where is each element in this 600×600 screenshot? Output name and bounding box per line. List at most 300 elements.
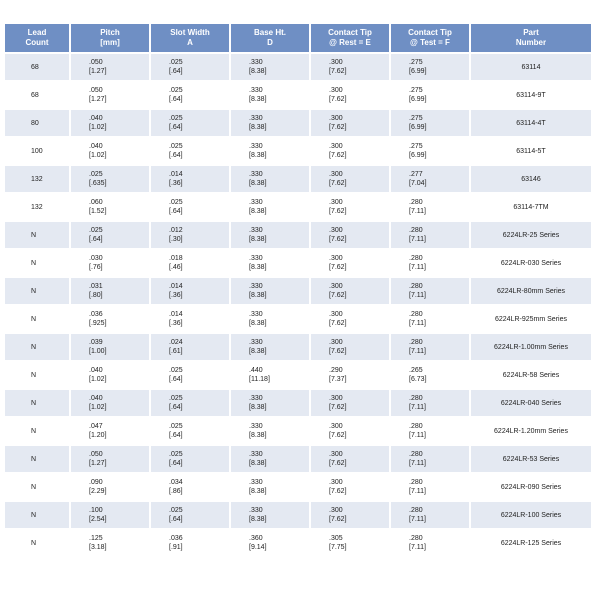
cell-pitch-mm: [.925]: [89, 320, 107, 327]
cell-contact-tip-test-mm: [7.11]: [409, 544, 426, 551]
cell-base-height-inch: .330: [249, 59, 263, 66]
cell-pitch-inch: .090: [89, 479, 103, 486]
cell-slot-width-inch: .014: [169, 283, 183, 290]
cell-contact-tip-rest-inch: .305: [329, 535, 343, 542]
cell-pitch: [71, 334, 149, 360]
cell-pitch: [71, 138, 149, 164]
cell-base-height-mm: [8.38]: [249, 96, 267, 103]
cell-contact-tip-rest-mm: [7.75]: [329, 544, 347, 551]
cell-contact-tip-rest: [311, 194, 389, 220]
cell-contact-tip-test: [391, 110, 469, 136]
table-row: [5, 334, 591, 360]
cell-part-number: 63114-9T: [471, 82, 591, 108]
cell-contact-tip-test-inch: .280: [409, 227, 423, 234]
cell-part-number: 6224LR-125 Series: [471, 530, 591, 556]
cell-slot-width-mm: [.64]: [169, 96, 183, 103]
cell-pitch-inch: .040: [89, 143, 103, 150]
cell-contact-tip-test-mm: [7.11]: [409, 460, 426, 467]
cell-contact-tip-test: [391, 222, 469, 248]
cell-contact-tip-test-inch: .280: [409, 395, 423, 402]
cell-lead-count: N: [5, 446, 69, 472]
cell-slot-width-inch: .012: [169, 227, 183, 234]
cell-lead-count: 68: [5, 54, 69, 80]
cell-contact-tip-test-inch: .280: [409, 311, 423, 318]
cell-base-height: [231, 250, 309, 276]
cell-contact-tip-test-inch: .275: [409, 87, 423, 94]
cell-slot-width-mm: [.64]: [169, 124, 183, 131]
cell-contact-tip-rest: [311, 138, 389, 164]
cell-base-height-inch: .330: [249, 87, 263, 94]
cell-contact-tip-test-mm: [6.73]: [409, 376, 427, 383]
cell-pitch-inch: .050: [89, 451, 103, 458]
cell-contact-tip-rest-mm: [7.62]: [329, 320, 347, 327]
cell-contact-tip-rest: [311, 474, 389, 500]
cell-pitch-inch: .100: [89, 507, 103, 514]
cell-slot-width: [151, 306, 229, 332]
cell-slot-width-mm: [.64]: [169, 404, 183, 411]
table-row: [5, 446, 591, 472]
cell-contact-tip-test-inch: .280: [409, 507, 423, 514]
cell-contact-tip-rest-inch: .300: [329, 227, 343, 234]
cell-base-height-inch: .330: [249, 507, 263, 514]
cell-contact-tip-test: [391, 194, 469, 220]
cell-slot-width-mm: [.64]: [169, 432, 183, 439]
cell-pitch-mm: [1.02]: [89, 124, 107, 131]
cell-contact-tip-rest-mm: [7.62]: [329, 460, 347, 467]
cell-pitch: [71, 418, 149, 444]
cell-part-number: 6224LR-925mm Series: [471, 306, 591, 332]
header-contact-tip-rest: Contact Tip @ Rest = E: [311, 24, 389, 52]
cell-contact-tip-rest: [311, 222, 389, 248]
cell-pitch-mm: [1.27]: [89, 460, 107, 467]
cell-slot-width-mm: [.46]: [169, 264, 183, 271]
cell-pitch-mm: [1.20]: [89, 432, 107, 439]
cell-base-height-mm: [8.38]: [249, 68, 267, 75]
table-row: [5, 110, 591, 136]
cell-pitch-inch: .125: [89, 535, 103, 542]
cell-contact-tip-rest-inch: .300: [329, 115, 343, 122]
cell-slot-width: [151, 390, 229, 416]
header-slot-width: Slot Width A: [151, 24, 229, 52]
cell-base-height-inch: .330: [249, 311, 263, 318]
table-header: [5, 24, 591, 52]
cell-base-height-mm: [8.38]: [249, 404, 267, 411]
cell-slot-width: [151, 446, 229, 472]
header-part-number: Part Number: [471, 24, 591, 52]
cell-contact-tip-rest-inch: .300: [329, 479, 343, 486]
cell-pitch-inch: .050: [89, 87, 103, 94]
cell-base-height: [231, 418, 309, 444]
cell-contact-tip-rest: [311, 418, 389, 444]
cell-contact-tip-rest: [311, 334, 389, 360]
cell-pitch-mm: [1.27]: [89, 68, 107, 75]
cell-pitch-inch: .031: [89, 283, 103, 290]
cell-base-height-inch: .330: [249, 395, 263, 402]
cell-base-height-inch: .330: [249, 255, 263, 262]
cell-slot-width-inch: .025: [169, 199, 183, 206]
cell-contact-tip-rest-inch: .300: [329, 255, 343, 262]
cell-pitch: [71, 474, 149, 500]
cell-slot-width-inch: .025: [169, 395, 183, 402]
cell-slot-width-inch: .025: [169, 143, 183, 150]
cell-pitch: [71, 530, 149, 556]
cell-contact-tip-test: [391, 54, 469, 80]
cell-slot-width: [151, 166, 229, 192]
cell-contact-tip-rest-mm: [7.62]: [329, 432, 347, 439]
cell-slot-width: [151, 222, 229, 248]
cell-contact-tip-rest-inch: .300: [329, 423, 343, 430]
cell-contact-tip-rest: [311, 390, 389, 416]
cell-base-height-mm: [8.38]: [249, 152, 267, 159]
cell-contact-tip-test-mm: [7.11]: [409, 236, 426, 243]
header-contact-tip-test: Contact Tip @ Test = F: [391, 24, 469, 52]
cell-pitch: [71, 82, 149, 108]
cell-base-height-inch: .330: [249, 339, 263, 346]
table-row: [5, 82, 591, 108]
cell-part-number: 6224LR-25 Series: [471, 222, 591, 248]
cell-lead-count: N: [5, 390, 69, 416]
cell-slot-width-inch: .036: [169, 535, 183, 542]
cell-base-height: [231, 306, 309, 332]
cell-base-height-mm: [9.14]: [249, 544, 267, 551]
cell-base-height: [231, 474, 309, 500]
cell-slot-width-mm: [.30]: [169, 236, 183, 243]
cell-contact-tip-rest-mm: [7.62]: [329, 68, 347, 75]
cell-contact-tip-rest-mm: [7.37]: [329, 376, 347, 383]
cell-contact-tip-rest-mm: [7.62]: [329, 96, 347, 103]
cell-lead-count: 68: [5, 82, 69, 108]
cell-base-height-mm: [8.38]: [249, 236, 267, 243]
cell-contact-tip-test-inch: .280: [409, 423, 423, 430]
cell-base-height-inch: .330: [249, 451, 263, 458]
cell-contact-tip-rest-mm: [7.62]: [329, 516, 347, 523]
cell-base-height: [231, 110, 309, 136]
cell-base-height-mm: [8.38]: [249, 124, 267, 131]
cell-base-height-inch: .330: [249, 199, 263, 206]
cell-contact-tip-rest-mm: [7.62]: [329, 236, 347, 243]
cell-contact-tip-rest-mm: [7.62]: [329, 124, 347, 131]
cell-base-height-inch: .330: [249, 423, 263, 430]
cell-contact-tip-test-mm: [7.11]: [409, 432, 426, 439]
cell-contact-tip-rest-inch: .300: [329, 451, 343, 458]
cell-pitch-mm: [1.27]: [89, 96, 107, 103]
cell-slot-width-inch: .025: [169, 87, 183, 94]
cell-contact-tip-test: [391, 278, 469, 304]
table-row: [5, 222, 591, 248]
cell-part-number: 63114-4T: [471, 110, 591, 136]
cell-contact-tip-rest: [311, 110, 389, 136]
cell-lead-count: N: [5, 502, 69, 528]
cell-pitch-mm: [1.02]: [89, 152, 107, 159]
cell-contact-tip-rest: [311, 306, 389, 332]
cell-contact-tip-test-mm: [7.11]: [409, 264, 426, 271]
cell-pitch: [71, 222, 149, 248]
cell-base-height-mm: [8.38]: [249, 488, 267, 495]
cell-base-height-inch: .330: [249, 171, 263, 178]
cell-slot-width-mm: [.36]: [169, 292, 183, 299]
cell-lead-count: 80: [5, 110, 69, 136]
cell-base-height: [231, 166, 309, 192]
cell-slot-width: [151, 530, 229, 556]
cell-contact-tip-test: [391, 530, 469, 556]
cell-contact-tip-test: [391, 418, 469, 444]
cell-pitch: [71, 306, 149, 332]
cell-pitch-inch: .050: [89, 59, 103, 66]
cell-contact-tip-test: [391, 446, 469, 472]
cell-slot-width-mm: [.61]: [169, 348, 183, 355]
cell-contact-tip-test: [391, 250, 469, 276]
cell-contact-tip-test: [391, 82, 469, 108]
cell-lead-count: 132: [5, 194, 69, 220]
cell-slot-width-mm: [.64]: [169, 68, 183, 75]
cell-slot-width-mm: [.64]: [169, 208, 183, 215]
cell-contact-tip-test-inch: .280: [409, 339, 423, 346]
header-pitch: Pitch [mm]: [71, 24, 149, 52]
cell-contact-tip-test-mm: [7.04]: [409, 180, 427, 187]
cell-contact-tip-test-mm: [7.11]: [409, 208, 426, 215]
cell-part-number: 63114-5T: [471, 138, 591, 164]
cell-pitch-mm: [.635]: [89, 180, 107, 187]
spec-table: [3, 22, 593, 558]
cell-base-height: [231, 390, 309, 416]
table-body: [5, 54, 591, 556]
cell-pitch: [71, 446, 149, 472]
cell-pitch-mm: [1.00]: [89, 348, 107, 355]
cell-lead-count: 132: [5, 166, 69, 192]
cell-contact-tip-test-inch: .280: [409, 451, 423, 458]
cell-lead-count: N: [5, 362, 69, 388]
table-row: [5, 502, 591, 528]
cell-slot-width-inch: .014: [169, 311, 183, 318]
cell-slot-width-inch: .025: [169, 59, 183, 66]
cell-slot-width: [151, 194, 229, 220]
cell-part-number: 6224LR-1.20mm Series: [471, 418, 591, 444]
cell-contact-tip-test: [391, 502, 469, 528]
cell-contact-tip-test-mm: [7.11]: [409, 292, 426, 299]
cell-pitch: [71, 54, 149, 80]
cell-slot-width-inch: .025: [169, 451, 183, 458]
cell-slot-width-mm: [.36]: [169, 180, 183, 187]
cell-slot-width-inch: .014: [169, 171, 183, 178]
cell-contact-tip-rest: [311, 166, 389, 192]
cell-pitch: [71, 110, 149, 136]
cell-slot-width: [151, 474, 229, 500]
cell-contact-tip-rest-inch: .300: [329, 311, 343, 318]
cell-contact-tip-test-mm: [7.11]: [409, 516, 426, 523]
cell-contact-tip-test-inch: .275: [409, 59, 423, 66]
spec-table-container: [3, 22, 591, 558]
header-base-height: Base Ht. D: [231, 24, 309, 52]
cell-slot-width: [151, 334, 229, 360]
cell-pitch-mm: [1.52]: [89, 208, 107, 215]
cell-pitch: [71, 250, 149, 276]
cell-contact-tip-rest-inch: .300: [329, 283, 343, 290]
cell-slot-width: [151, 502, 229, 528]
cell-base-height-mm: [8.38]: [249, 208, 267, 215]
cell-base-height-inch: .440: [249, 367, 263, 374]
cell-contact-tip-test-mm: [6.99]: [409, 96, 427, 103]
cell-base-height: [231, 334, 309, 360]
cell-base-height: [231, 222, 309, 248]
cell-contact-tip-test-inch: .280: [409, 255, 423, 262]
cell-base-height-inch: .330: [249, 283, 263, 290]
cell-pitch: [71, 390, 149, 416]
cell-pitch-inch: .030: [89, 255, 103, 262]
cell-base-height-mm: [11.18]: [249, 376, 270, 383]
cell-contact-tip-test-inch: .280: [409, 479, 423, 486]
cell-slot-width-inch: .034: [169, 479, 183, 486]
cell-part-number: 6224LR-53 Series: [471, 446, 591, 472]
cell-contact-tip-rest-inch: .300: [329, 507, 343, 514]
cell-base-height: [231, 362, 309, 388]
cell-part-number: 6224LR-80mm Series: [471, 278, 591, 304]
cell-contact-tip-test-inch: .280: [409, 199, 423, 206]
cell-base-height-mm: [8.38]: [249, 180, 267, 187]
cell-base-height-mm: [8.38]: [249, 432, 267, 439]
table-row: [5, 250, 591, 276]
cell-base-height-mm: [8.38]: [249, 516, 267, 523]
table-row: [5, 474, 591, 500]
cell-slot-width-inch: .018: [169, 255, 183, 262]
cell-contact-tip-rest-inch: .300: [329, 171, 343, 178]
cell-pitch-inch: .040: [89, 395, 103, 402]
table-row: [5, 166, 591, 192]
cell-base-height-inch: .330: [249, 143, 263, 150]
cell-slot-width: [151, 82, 229, 108]
cell-part-number: 6224LR-1.00mm Series: [471, 334, 591, 360]
cell-contact-tip-rest: [311, 54, 389, 80]
cell-contact-tip-rest-mm: [7.62]: [329, 180, 347, 187]
cell-pitch: [71, 362, 149, 388]
cell-contact-tip-rest-inch: .290: [329, 367, 343, 374]
cell-contact-tip-rest-inch: .300: [329, 339, 343, 346]
cell-lead-count: N: [5, 222, 69, 248]
cell-base-height-inch: .360: [249, 535, 263, 542]
cell-pitch-mm: [1.02]: [89, 404, 107, 411]
cell-pitch-mm: [1.02]: [89, 376, 107, 383]
cell-lead-count: N: [5, 418, 69, 444]
cell-pitch-mm: [2.54]: [89, 516, 107, 523]
cell-pitch-inch: .060: [89, 199, 103, 206]
cell-slot-width: [151, 250, 229, 276]
cell-contact-tip-rest: [311, 502, 389, 528]
cell-lead-count: N: [5, 306, 69, 332]
cell-contact-tip-rest-inch: .300: [329, 143, 343, 150]
cell-slot-width-inch: .025: [169, 115, 183, 122]
cell-contact-tip-rest-inch: .300: [329, 199, 343, 206]
cell-contact-tip-rest: [311, 530, 389, 556]
cell-contact-tip-rest: [311, 278, 389, 304]
cell-base-height-mm: [8.38]: [249, 348, 267, 355]
cell-contact-tip-test: [391, 362, 469, 388]
cell-pitch-inch: .036: [89, 311, 103, 318]
cell-contact-tip-test-mm: [6.99]: [409, 124, 427, 131]
cell-base-height-mm: [8.38]: [249, 292, 267, 299]
cell-base-height-inch: .330: [249, 227, 263, 234]
cell-pitch-inch: .047: [89, 423, 103, 430]
cell-contact-tip-test: [391, 166, 469, 192]
cell-contact-tip-test-mm: [6.99]: [409, 68, 427, 75]
cell-pitch-mm: [.76]: [89, 264, 103, 271]
cell-contact-tip-rest-mm: [7.62]: [329, 264, 347, 271]
cell-base-height: [231, 54, 309, 80]
cell-contact-tip-rest: [311, 362, 389, 388]
cell-pitch: [71, 194, 149, 220]
cell-contact-tip-rest-mm: [7.62]: [329, 348, 347, 355]
cell-pitch-mm: [3.18]: [89, 544, 107, 551]
cell-contact-tip-test-inch: .277: [409, 171, 423, 178]
cell-contact-tip-test-inch: .280: [409, 283, 423, 290]
cell-slot-width-mm: [.64]: [169, 152, 183, 159]
cell-base-height: [231, 82, 309, 108]
cell-pitch: [71, 278, 149, 304]
cell-part-number: 63114: [471, 54, 591, 80]
cell-base-height: [231, 530, 309, 556]
cell-pitch: [71, 166, 149, 192]
cell-contact-tip-test-inch: .265: [409, 367, 423, 374]
cell-lead-count: N: [5, 250, 69, 276]
cell-contact-tip-test-inch: .280: [409, 535, 423, 542]
cell-contact-tip-test: [391, 390, 469, 416]
table-row: [5, 390, 591, 416]
cell-contact-tip-rest-inch: .300: [329, 59, 343, 66]
cell-slot-width-inch: .025: [169, 367, 183, 374]
table-row: [5, 418, 591, 444]
cell-pitch-inch: .025: [89, 171, 103, 178]
cell-contact-tip-rest-mm: [7.62]: [329, 152, 347, 159]
header-row: [5, 24, 591, 52]
cell-slot-width: [151, 54, 229, 80]
cell-base-height-inch: .330: [249, 115, 263, 122]
cell-base-height: [231, 278, 309, 304]
cell-slot-width-inch: .025: [169, 507, 183, 514]
cell-slot-width: [151, 362, 229, 388]
cell-pitch-inch: .040: [89, 115, 103, 122]
cell-part-number: 63114-7TM: [471, 194, 591, 220]
cell-base-height: [231, 194, 309, 220]
cell-part-number: 6224LR-58 Series: [471, 362, 591, 388]
cell-base-height: [231, 446, 309, 472]
cell-contact-tip-test-inch: .275: [409, 115, 423, 122]
cell-contact-tip-test-mm: [7.11]: [409, 404, 426, 411]
cell-lead-count: 100: [5, 138, 69, 164]
cell-base-height-mm: [8.38]: [249, 320, 267, 327]
cell-slot-width: [151, 418, 229, 444]
cell-pitch-mm: [.64]: [89, 236, 103, 243]
cell-slot-width: [151, 110, 229, 136]
cell-part-number: 6224LR-090 Series: [471, 474, 591, 500]
table-row: [5, 138, 591, 164]
cell-pitch: [71, 502, 149, 528]
table-row: [5, 362, 591, 388]
table-row: [5, 278, 591, 304]
cell-base-height-inch: .330: [249, 479, 263, 486]
cell-slot-width-mm: [.91]: [169, 544, 183, 551]
cell-part-number: 6224LR-040 Series: [471, 390, 591, 416]
cell-part-number: 63146: [471, 166, 591, 192]
cell-contact-tip-test-mm: [7.11]: [409, 488, 426, 495]
cell-part-number: 6224LR-030 Series: [471, 250, 591, 276]
cell-contact-tip-rest: [311, 82, 389, 108]
cell-slot-width-mm: [.64]: [169, 516, 183, 523]
cell-contact-tip-test: [391, 474, 469, 500]
cell-lead-count: N: [5, 334, 69, 360]
cell-contact-tip-rest-inch: .300: [329, 395, 343, 402]
cell-base-height-mm: [8.38]: [249, 460, 267, 467]
cell-base-height-mm: [8.38]: [249, 264, 267, 271]
cell-part-number: 6224LR-100 Series: [471, 502, 591, 528]
cell-contact-tip-rest-mm: [7.62]: [329, 488, 347, 495]
